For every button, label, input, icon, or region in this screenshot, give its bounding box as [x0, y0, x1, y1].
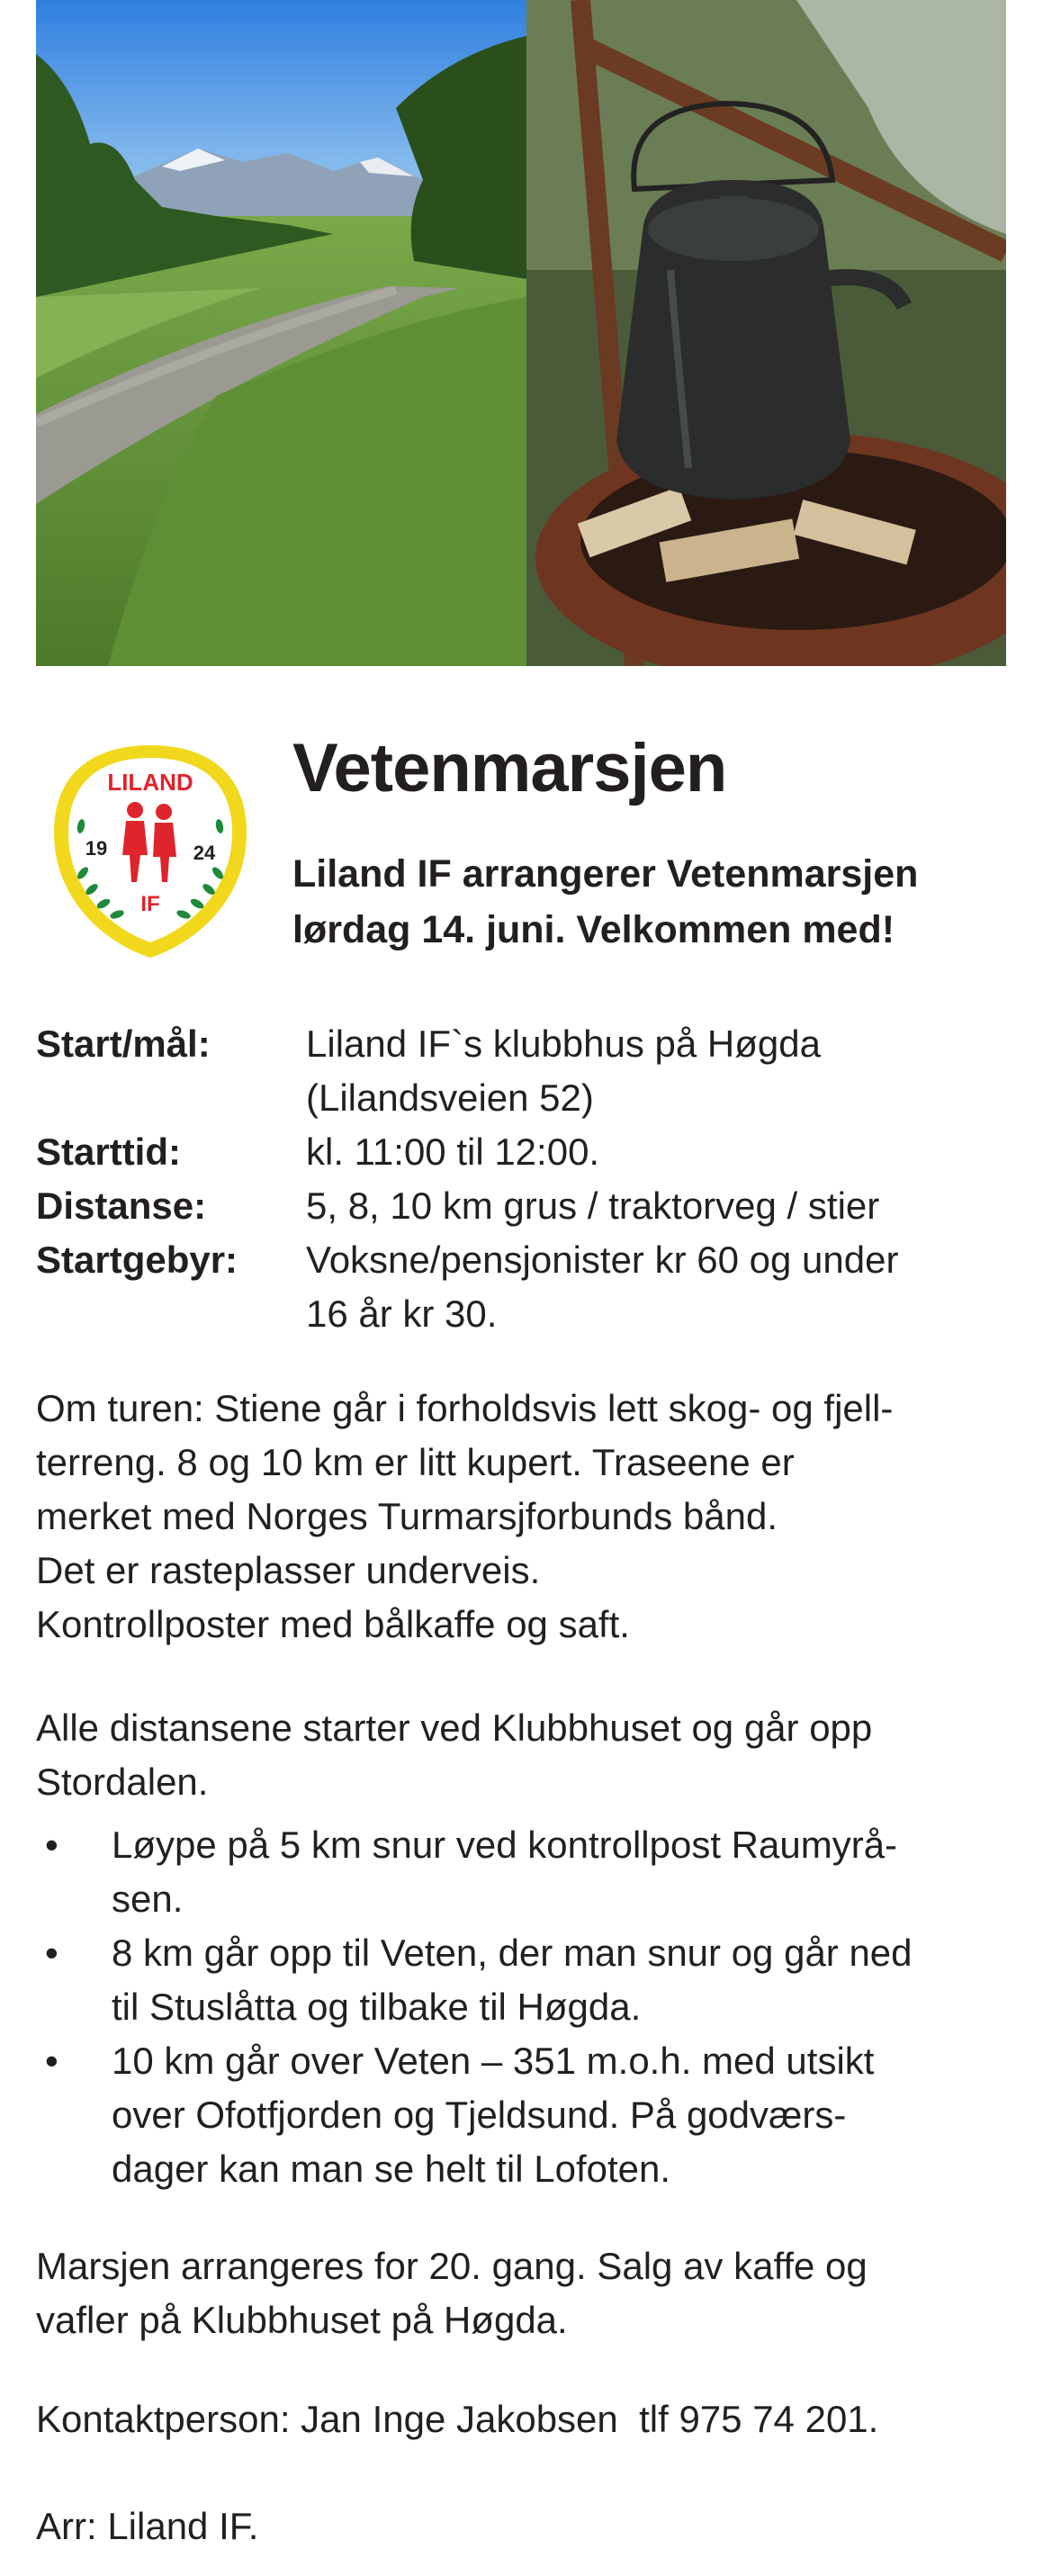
subtitle-line: Liland IF arrangerer Vetenmarsjen — [292, 852, 919, 896]
event-subtitle — [292, 846, 1003, 958]
paragraph-line: Kontrollposter med bålkaffe og saft. — [36, 1603, 630, 1645]
route-list-item — [36, 2034, 1008, 2196]
info-value — [306, 1125, 1008, 1179]
route-text — [112, 2034, 1008, 2196]
event-title: Vetenmarsjen — [292, 730, 727, 806]
paragraph-line: Det er rasteplasser underveis. — [36, 1549, 541, 1591]
info-row-fee — [36, 1233, 1008, 1341]
logo-year-right: 24 — [193, 842, 216, 864]
paragraph-line: Alle distansene starter ved Klubbhuset og går opp — [36, 1707, 873, 1749]
logo-year-left: 19 — [85, 837, 108, 860]
gravel-road-photo — [36, 0, 526, 666]
info-label: Starttid: — [36, 1130, 181, 1173]
route-text — [112, 1818, 1008, 1926]
route-line: 8 km går opp til Veten, der man snur og går ned — [112, 1932, 913, 1974]
paragraph-line: Om turen: Stiene går i forholdsvis lett skog- og fjell- — [36, 1387, 894, 1429]
info-row-start-time — [36, 1125, 1008, 1179]
about-paragraph — [36, 1382, 1008, 1652]
routes-intro — [36, 1701, 1008, 1809]
route-line: til Stuslåtta og tilbake til Høgda. — [112, 1986, 642, 2028]
event-info-table — [36, 1017, 1008, 1341]
info-value-line: kl. 11:00 til 12:00. — [306, 1130, 600, 1173]
info-label: Startgebyr: — [36, 1238, 238, 1281]
route-list — [36, 1818, 1008, 2196]
paragraph-line: merket med Norges Turmarsjforbunds bånd. — [36, 1495, 778, 1537]
info-value — [306, 1017, 1008, 1125]
info-row-start-finish — [36, 1017, 1008, 1125]
header-photos — [36, 0, 1006, 666]
info-value — [306, 1233, 1008, 1341]
info-label: Start/mål: — [36, 1022, 211, 1065]
bullet-icon: • — [45, 2040, 58, 2082]
route-line: 10 km går over Veten – 351 m.o.h. med utsikt — [112, 2040, 875, 2082]
info-row-distance — [36, 1179, 1008, 1233]
info-value-line: 5, 8, 10 km grus / traktorveg / stier — [306, 1184, 880, 1227]
paragraph-line: vafler på Klubbhuset på Høgda. — [36, 2299, 568, 2341]
organizer: Arr: Liland IF. — [36, 2505, 259, 2547]
info-value-line: Voksne/pensjonister kr 60 og under — [306, 1238, 899, 1281]
logo-bottom-text: IF — [140, 892, 160, 916]
info-value-line: Liland IF`s klubbhus på Høgda — [306, 1022, 821, 1065]
contact-person: Kontaktperson: Jan Inge Jakobsen tlf 975 74 201. — [36, 2398, 879, 2440]
route-line: dager kan man se helt til Lofoten. — [112, 2148, 671, 2190]
subtitle-line: lørdag 14. juni. Velkommen med! — [292, 908, 895, 951]
paragraph-line: Marsjen arrangeres for 20. gang. Salg av kaffe og — [36, 2245, 868, 2287]
logo-top-text: LILAND — [107, 769, 193, 796]
info-value-line: 16 år kr 30. — [306, 1293, 498, 1335]
route-line: sen. — [112, 1878, 184, 1920]
info-value — [306, 1179, 1008, 1233]
route-list-item — [36, 1926, 1008, 2034]
liland-if-logo — [47, 738, 254, 963]
paragraph-line: Stordalen. — [36, 1761, 209, 1803]
info-label: Distanse: — [36, 1184, 207, 1227]
bullet-icon: • — [45, 1932, 58, 1974]
route-line: over Ofotfjorden og Tjeldsund. På godværs- — [112, 2094, 847, 2136]
route-list-item — [36, 1818, 1008, 1926]
route-line: Løype på 5 km snur ved kontrollpost Raumyrå- — [112, 1824, 898, 1866]
kettle-over-fire-photo — [526, 0, 1006, 666]
anniversary-paragraph — [36, 2239, 1008, 2347]
info-value-line: (Lilandsveien 52) — [306, 1076, 594, 1119]
route-text — [112, 1926, 1008, 2034]
paragraph-line: terreng. 8 og 10 km er litt kupert. Traseene er — [36, 1441, 795, 1483]
bullet-icon: • — [45, 1824, 58, 1866]
